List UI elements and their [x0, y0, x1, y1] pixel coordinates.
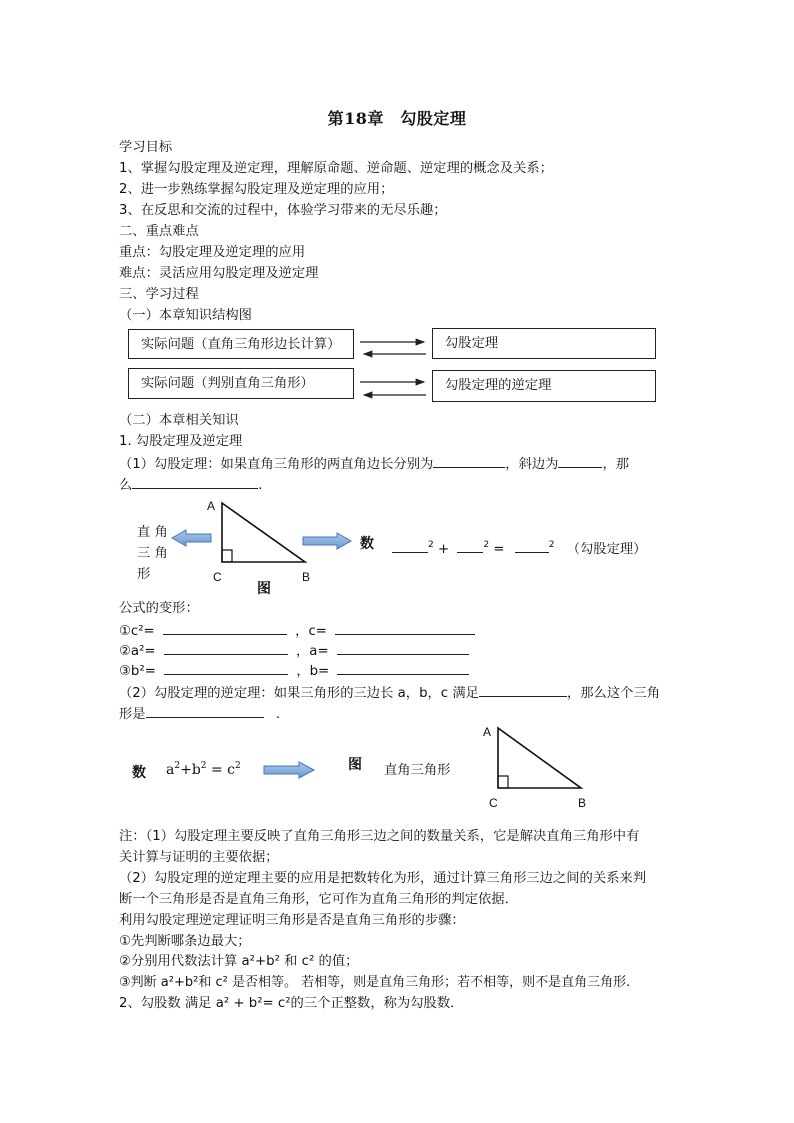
text-line: 公式的变形： [119, 601, 199, 616]
right-arrow-icon [264, 762, 314, 778]
figure1-shu: 数 [360, 536, 374, 552]
pythagorean-equation: $^2$ + $^2$ = $^2$ （勾股定理） [392, 539, 646, 560]
figure2-label: 直角三角形 [384, 763, 451, 778]
right-angle-mark [222, 550, 232, 562]
figure2-shu: 数 [132, 765, 146, 781]
flow-box-label: 勾股定理的逆定理 [445, 378, 552, 393]
right-triangle [222, 503, 305, 562]
figure1-left-text: 直 角 [137, 525, 168, 540]
note-line: 断一个三角形是否是直角三角形，它可作为直角三角形的判定依据． [119, 892, 518, 907]
section-heading: 三、学习过程 [119, 287, 199, 302]
vertex-label-a: A [483, 725, 492, 739]
note-line: ③判断 a²+b²和 c² 是否相等。 若相等，则是直角三角形；若不相等，则不是直角三角形. [119, 975, 631, 990]
text-line: 形是 . [119, 704, 280, 723]
text-line: （1）勾股定理：如果直角三角形的两直角边长分别为 ，斜边为 ，那 [119, 454, 629, 473]
text-line: 1、掌握勾股定理及逆定理，理解原命题、逆命题、逆定理的概念及关系； [119, 161, 553, 176]
text-line: 2、进一步熟练掌握勾股定理及逆定理的应用； [119, 182, 394, 197]
flow-box-label: 勾股定理 [445, 336, 499, 351]
vertex-label-b: B [578, 796, 587, 810]
note-line: （2）勾股定理的逆定理主要的应用是把数转化为形，通过计算三角形三边之间的关系来判 [119, 871, 647, 886]
figure2-tu: 图 [348, 757, 362, 773]
text-line: （2）勾股定理的逆定理：如果三角形的三边长 a，b，c 满足 ，那么这个三角 [119, 683, 660, 702]
right-triangle [498, 728, 581, 788]
left-arrow-icon [172, 530, 211, 546]
subsection-heading: （二）本章相关知识 [119, 413, 239, 428]
figure1-left-text: 三 角 [137, 546, 168, 561]
text-line: 难点：灵活应用勾股定理及逆定理 [119, 266, 319, 281]
note-line: ①先判断哪条边最大； [119, 934, 251, 949]
flow-box-label: 实际问题（直角三角形边长计算） [141, 337, 341, 352]
note-line: ②分别用代数法计算 a²+b² 和 c² 的值； [119, 954, 359, 969]
vertex-label-c: C [213, 570, 222, 584]
vertex-label-c: C [489, 796, 498, 810]
note-line: 关计算与证明的主要依据； [119, 850, 279, 865]
formula-line: ③b²= ，b= [119, 661, 469, 680]
converse-formula: $a^2+b^2 = c^2$ [166, 761, 241, 778]
note-line: 注：（1）勾股定理主要反映了直角三角形三边之间的数量关系，它是解决直角三角形中有 [119, 829, 640, 844]
vertex-label-a: A [207, 499, 216, 513]
text-line: 么 . [119, 475, 263, 494]
vertex-label-b: B [302, 570, 311, 584]
section-heading: 二、重点难点 [119, 224, 199, 239]
figure1-caption: 图 [257, 581, 271, 597]
text-line: 3、在反思和交流的过程中，体验学习带来的无尽乐趣； [119, 203, 447, 218]
subsection-heading: （一）本章知识结构图 [119, 308, 252, 323]
section-heading: 学习目标 [119, 140, 173, 155]
right-angle-mark [498, 776, 508, 788]
right-arrow-icon [303, 533, 351, 549]
note-line: 利用勾股定理逆定理证明三角形是否是直角三角形的步骤： [119, 913, 465, 928]
page-title: 第18章 勾股定理 [327, 109, 467, 128]
text-line: 1. 勾股定理及逆定理 [119, 434, 243, 449]
note-line: 2、勾股数 满足 a² + b²= c²的三个正整数，称为勾股数． [119, 996, 464, 1011]
formula-line: ②a²= ，a= [119, 641, 469, 660]
text-line: 重点：勾股定理及逆定理的应用 [119, 245, 306, 260]
figure1-left-text: 形 [137, 567, 151, 582]
flow-box-label: 实际问题（判别直角三角形） [141, 376, 314, 391]
formula-line: ①c²= ，c= [119, 621, 475, 640]
